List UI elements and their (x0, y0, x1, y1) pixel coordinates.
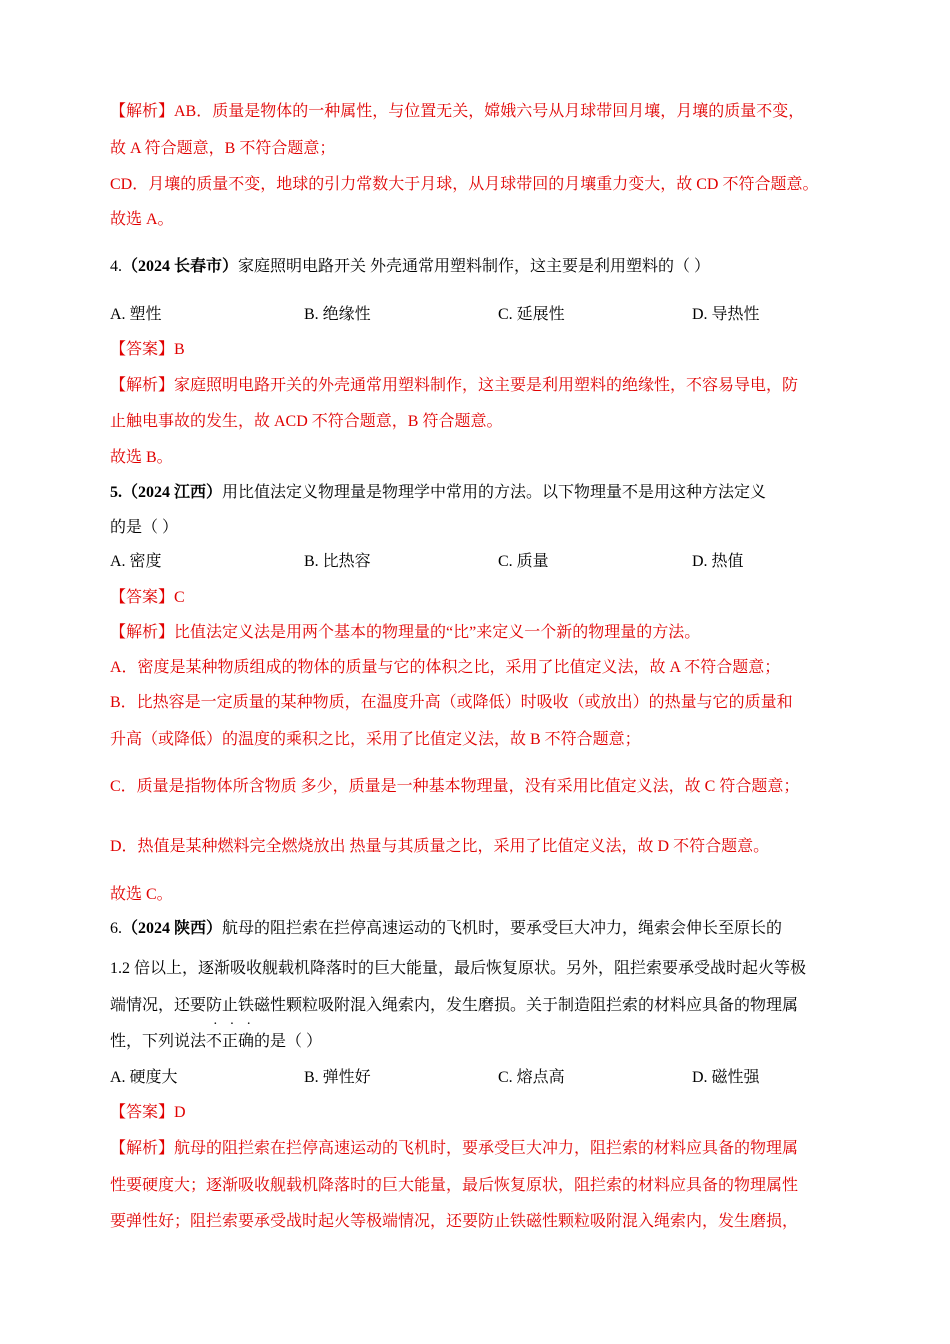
q4-option-b: B. 绝缘性 (304, 306, 371, 323)
q5-option-b: B. 比热容 (304, 553, 371, 570)
q4-analysis-line-1: 【解析】家庭照明电路开关的外壳通常用塑料制作，这主要是利用塑料的绝缘性，不容易导电，防 (110, 377, 799, 394)
q5-answer: 【答案】C (110, 589, 185, 606)
q5-analysis-a: A．密度是某种物质组成的物体的质量与它的体积之比，采用了比值定义法，故 A 不符合题意； (110, 659, 781, 676)
q5-option-a: A. 密度 (110, 553, 162, 570)
q5-number: 5. (110, 484, 122, 501)
q4-number: 4. (110, 258, 122, 275)
q6-option-d: D. 磁性强 (692, 1069, 760, 1086)
q6-analysis-line-1: 【解析】航母的阻拦索在拦停高速运动的飞机时，要承受巨大冲力，阻拦索的材料应具备的物理属 (110, 1140, 799, 1157)
q6-answer: 【答案】D (110, 1104, 186, 1121)
q5-stem-line-1 (110, 482, 766, 504)
q5-option-c: C. 质量 (498, 553, 549, 570)
q6-option-c: C. 熔点高 (498, 1069, 565, 1086)
q4-stem-text: 家庭照明电路开关 外壳通常用塑料制作，这主要是利用塑料的（ ） (238, 258, 711, 275)
q5-analysis-b-line-2: 升高（或降低）的温度的乘积之比，采用了比值定义法，故 B 不符合题意； (110, 731, 641, 748)
q4-option-d: D. 导热性 (692, 306, 760, 323)
q6-stem-text: 航母的阻拦索在拦停高速运动的飞机时，要承受巨大冲力，绳索会伸长至原长的 (222, 920, 783, 937)
q6-analysis-line-2: 性要硬度大；逐渐吸收舰载机降落时的巨大能量，最后恢复原状，阻拦索的材料应具备的物理属性 (110, 1177, 799, 1194)
q4-option-a: A. 塑性 (110, 306, 162, 323)
q5-source: （2024 江西） (122, 484, 223, 501)
q4-source: （2024 长春市） (122, 258, 239, 275)
q6-stem-line-3: 端情况，还要防止铁磁性颗粒吸附混入绳索内，发生磨损。关于制造阻拦索的材料应具备的物理属 (110, 997, 799, 1014)
q4-answer: 【答案】B (110, 341, 185, 358)
q4-analysis-line-2: 止触电事故的发生，故 ACD 不符合题意，B 符合题意。 (110, 413, 503, 430)
q5-analysis-line-1: 【解析】比值法定义法是用两个基本的物理量的“比”来定义一个新的物理量的方法。 (110, 624, 701, 641)
q3-conclusion: 故选 A。 (110, 211, 174, 228)
q3-analysis-line-2: 故 A 符合题意，B 不符合题意； (110, 140, 336, 157)
q5-stem-line-2: 的是（ ） (110, 519, 179, 536)
q5-analysis-d: D．热值是某种燃料完全燃烧放出 热量与其质量之比，采用了比值定义法，故 D 不符合题意。 (110, 838, 770, 855)
q6-stem-line-4: 性，下列说法不正确的是（ ） (110, 1033, 323, 1050)
q5-analysis-c: C．质量是指物体所含物质 多少，质量是一种基本物理量，没有采用比值定义法，故 C 符合题意； (110, 778, 800, 795)
q6-stem-line-2: 1.2 倍以上，逐渐吸收舰载机降落时的巨大能量，最后恢复原状。另外，阻拦索要承受战时起火等极 (110, 960, 807, 977)
q5-analysis-b-line-1: B．比热容是一定质量的某种物质，在温度升高（或降低）时吸收（或放出）的热量与它的质量和 (110, 694, 793, 711)
q4-option-c: C. 延展性 (498, 306, 565, 323)
q6-stem-line-1 (110, 918, 782, 940)
q6-option-a: A. 硬度大 (110, 1069, 178, 1086)
q5-option-d: D. 热值 (692, 553, 744, 570)
q4-stem (110, 256, 710, 278)
q3-analysis-line-3: CD．月壤的质量不变，地球的引力常数大于月球，从月球带回的月壤重力变大，故 CD 不符合题意。 (110, 176, 819, 193)
q6-analysis-line-3: 要弹性好；阻拦索要承受战时起火等极端情况，还要防止铁磁性颗粒吸附混入绳索内，发生磨损， (110, 1213, 799, 1230)
q6-option-b: B. 弹性好 (304, 1069, 371, 1086)
q4-conclusion: 故选 B。 (110, 449, 173, 466)
q6-number: 6. (110, 920, 122, 937)
q5-stem-text: 用比值法定义物理量是物理学中常用的方法。以下物理量不是用这种方法定义 (222, 484, 767, 501)
q6-emphasis-dots: ··· (213, 1017, 263, 1032)
q5-conclusion: 故选 C。 (110, 886, 173, 903)
q6-source: （2024 陕西） (122, 920, 223, 937)
q3-analysis-line-1: 【解析】AB．质量是物体的一种属性，与位置无关，嫦娥六号从月球带回月壤，月壤的质量不变， (110, 103, 805, 120)
